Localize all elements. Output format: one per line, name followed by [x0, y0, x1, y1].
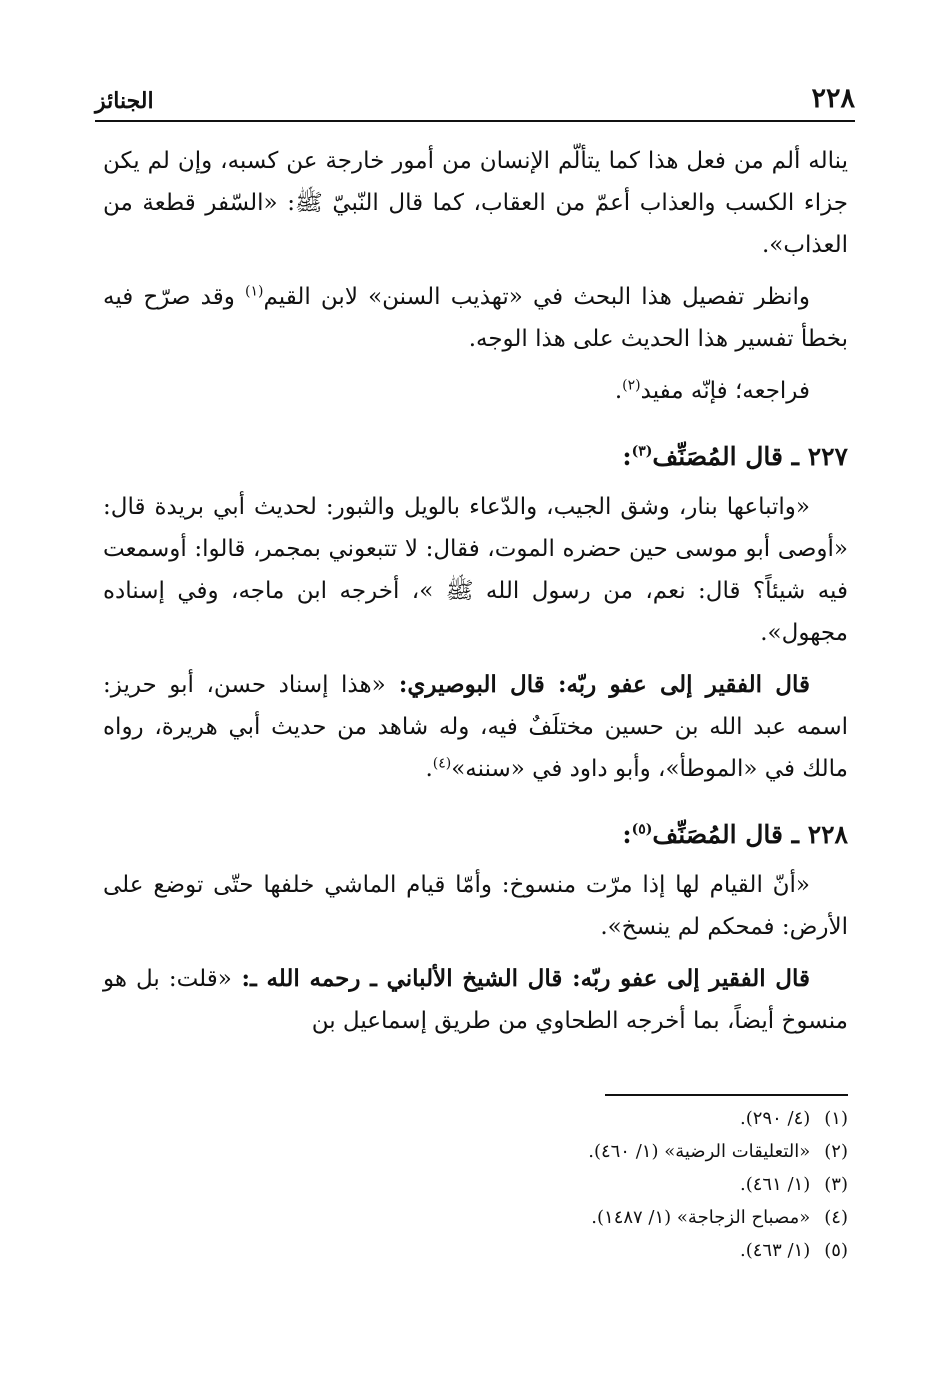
footnote-rule — [605, 1094, 848, 1096]
header-rule — [95, 120, 855, 122]
footnote-ref-2: (٢) — [622, 377, 641, 394]
footnote-text: (٤/ ٢٩٠). — [740, 1108, 811, 1129]
section-227-title — [103, 436, 848, 478]
footnote-ref-1: (١) — [245, 283, 264, 300]
intro-paragraph-2-text-end: وقد صرّح فيه بخطأ تفسير هذا الحديث على هذا الوجه. — [103, 284, 848, 352]
footnote-2 — [103, 1135, 848, 1168]
section-228-title-text: ٢٢٨ ـ قال المُصَنِّف — [652, 820, 848, 849]
main-text — [103, 140, 848, 1052]
intro-paragraph-2 — [103, 276, 848, 360]
section-227-comment-end: . — [425, 756, 433, 782]
section-228-title — [103, 814, 848, 856]
section-227-comment-text: «هذا إسناد حسن، أبو حريز: اسمه عبد الله بن حسين مختلَفٌ فيه، وله شاهد من حديث أبي هريرة، رواه مالك في «الموطأ»، وأبو داود في «سننه» — [103, 672, 848, 782]
page-header — [95, 74, 855, 114]
section-228-comment-label: قال الفقير إلى عفو ربّه: قال الشيخ الألباني ـ رحمه الله ـ: — [231, 965, 811, 992]
footnotes — [103, 1102, 848, 1267]
footnote-1 — [103, 1102, 848, 1135]
intro-paragraph-2-text: وانظر تفصيل هذا البحث في «تهذيب السنن» لابن القيم — [263, 284, 810, 310]
footnote-number: (٣) — [824, 1174, 848, 1195]
section-227-comment-label: قال الفقير إلى عفو ربّه: قال البوصيري: — [385, 671, 810, 698]
intro-paragraph-1: يناله ألم من فعل هذا كما يتألّم الإنسان من أمور خارجة عن كسبه، وإن لم يكن جزاء الكسب والعذاب أعمّ من العقاب، كما قال النّبيّ ﷺ: «السّفر قطعة من العذاب». — [103, 148, 848, 258]
footnote-3 — [103, 1168, 848, 1201]
section-227-comment — [103, 664, 848, 790]
footnote-ref-3: (٣) — [631, 443, 653, 460]
intro-paragraph-3-text: فراجعه؛ فإنّه مفيد — [640, 378, 810, 404]
section-227-title-text: ٢٢٧ ـ قال المُصَنِّف — [652, 442, 848, 471]
footnote-text: (١/ ٤٦١). — [740, 1174, 811, 1195]
footnote-number: (١) — [824, 1108, 848, 1129]
footnote-number: (٢) — [824, 1141, 848, 1162]
footnote-number: (٤) — [824, 1207, 848, 1228]
footnote-ref-5: (٥) — [631, 821, 653, 838]
page-number: ٢٢٨ — [811, 83, 855, 114]
footnote-text: «التعليقات الرضية» (١/ ٤٦٠). — [588, 1141, 811, 1162]
footnote-text: (١/ ٤٦٣). — [740, 1240, 811, 1261]
section-228-quote: «أنّ القيام لها إذا مرّت منسوخ: وأمّا قيام الماشي خلفها حتّى توضع على الأرض: فمحكم لم ينسخ». — [103, 872, 848, 940]
section-227-title-colon: : — [622, 442, 632, 471]
footnote-text: «مصباح الزجاجة» (١/ ١٤٨٧). — [591, 1207, 811, 1228]
footnote-4 — [103, 1201, 848, 1234]
section-228-comment — [103, 958, 848, 1042]
running-title: الجنائز — [95, 88, 154, 114]
section-228-title-colon: : — [622, 820, 632, 849]
footnote-5 — [103, 1234, 848, 1267]
section-227-quote: «واتباعها بنار، وشق الجيب، والدّعاء بالويل والثبور: لحديث أبي بريدة قال: «أوصى أبو موسى حين حضره الموت، فقال: لا تتبعوني بمجمر، قالوا: أوسمعت فيه شيئاً؟ قال: نعم، من رسول الله ﷺ »، أخرجه ابن ماجه، وفي إسناده مجهول». — [103, 494, 848, 646]
section-228-comment-text: «قلت: بل هو منسوخ أيضاً، بما أخرجه الطحاوي من طريق إسماعيل بن — [103, 966, 848, 1034]
footnote-number: (٥) — [824, 1240, 848, 1261]
intro-paragraph-3 — [103, 370, 848, 412]
intro-paragraph-3-end: . — [614, 378, 623, 404]
footnote-ref-4: (٤) — [432, 755, 452, 772]
